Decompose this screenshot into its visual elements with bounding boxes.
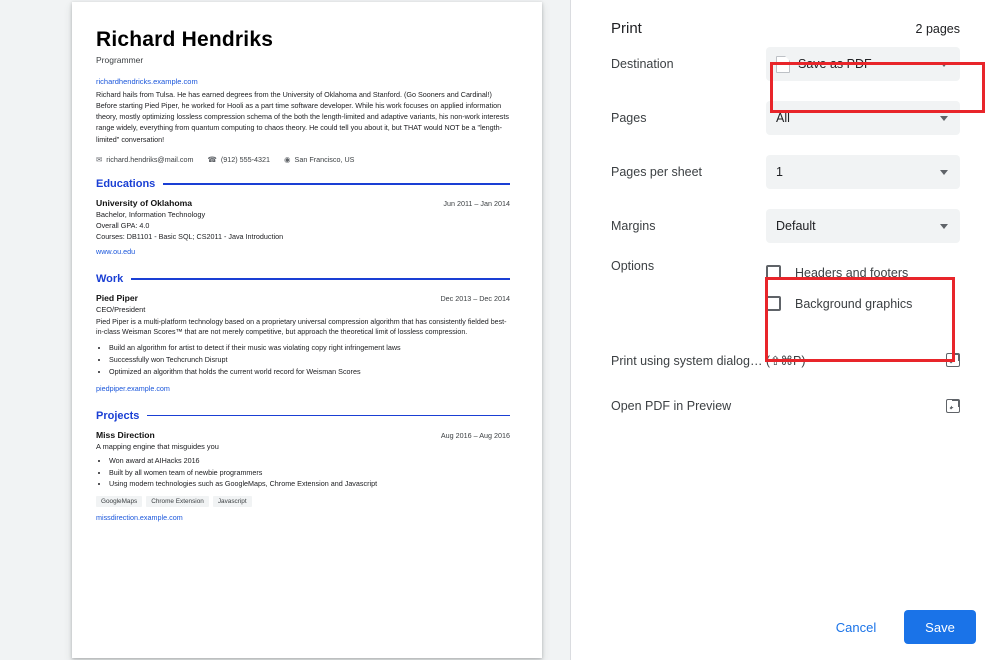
- pages-per-sheet-value: 1: [776, 165, 783, 179]
- section-header-projects: [96, 410, 510, 422]
- save-button[interactable]: Save: [904, 610, 976, 644]
- pages-per-sheet-select[interactable]: [766, 155, 960, 189]
- tag: GoogleMaps: [96, 496, 142, 507]
- entry-bullets: [96, 342, 510, 378]
- external-link-icon: [946, 353, 960, 367]
- checkbox-icon[interactable]: [766, 265, 781, 280]
- destination-value: Save as PDF: [798, 57, 872, 71]
- destination-label: Destination: [611, 57, 674, 71]
- option-headers-and-footers[interactable]: [766, 265, 912, 280]
- tag: Chrome Extension: [146, 496, 209, 507]
- section-title-projects: Projects: [96, 409, 140, 422]
- work-entry: [96, 293, 510, 396]
- entry-header: [96, 293, 510, 303]
- section-header-work: [96, 273, 510, 285]
- location-icon: ◉: [283, 154, 291, 164]
- row-margins: [595, 199, 976, 253]
- entry-header: [96, 198, 510, 208]
- contact-email: [96, 155, 193, 164]
- preview-page: [72, 2, 542, 658]
- entry-gpa: Overall GPA: 4.0: [96, 220, 150, 230]
- tag: Javascript: [213, 496, 252, 507]
- contact-phone-text: (912) 555-4321: [220, 154, 270, 164]
- row-pages-per-sheet: [595, 145, 976, 199]
- link-label: Open PDF in Preview: [611, 399, 732, 413]
- pdf-file-icon: [776, 56, 790, 73]
- options-label: Options: [611, 259, 655, 273]
- pages-value: All: [776, 111, 790, 125]
- resume-contacts: [96, 155, 510, 164]
- contact-location-text: San Francisco, US: [294, 154, 355, 164]
- entry-courses: Courses: DB1101 - Basic SQL; CS2011 - Java Introduction: [96, 231, 284, 241]
- margins-select[interactable]: [766, 209, 960, 243]
- options-list: [766, 259, 912, 311]
- entry-date: Jun 2011 – Jan 2014: [443, 198, 510, 208]
- entry-subtitle: Bachelor, Information Technology: [96, 209, 206, 219]
- checkbox-icon[interactable]: [766, 296, 781, 311]
- entry-bullets: [96, 455, 510, 491]
- print-using-system-dialog-link[interactable]: [595, 337, 976, 383]
- pages-select[interactable]: [766, 101, 960, 135]
- destination-select[interactable]: [766, 47, 960, 81]
- row-pages: [595, 91, 976, 145]
- row-options: [595, 259, 976, 311]
- entry-subtitle: A mapping engine that misguides you: [96, 441, 219, 451]
- education-entry: [96, 198, 510, 259]
- list-item: • Using modern technologies such as GoogleMaps, Chrome Extension and Javascript: [109, 478, 510, 490]
- mail-icon: ✉: [96, 154, 103, 164]
- list-item: • Won award at AIHacks 2016: [109, 455, 510, 467]
- resume-document: [72, 2, 542, 539]
- project-entry: [96, 430, 510, 526]
- entry-title: Miss Direction: [96, 429, 155, 440]
- margins-label: Margins: [611, 219, 656, 233]
- entry-link[interactable]: missdirection.example.com: [96, 513, 183, 523]
- entry-link[interactable]: www.ou.edu: [96, 246, 136, 256]
- link-label: Print using system dialog… (⇧⌘P): [611, 353, 806, 368]
- entry-link[interactable]: piedpiper.example.com: [96, 383, 170, 393]
- page-count-label: 2 pages: [915, 21, 960, 36]
- section-title-work: Work: [96, 272, 124, 285]
- entry-description: Pied Piper is a multi-platform technology based on a proprietary universal compression algorithm that has consistently fielded best-in-class Weisman Scores™ that are not merely competitive, but approach the theoretical limit of lossless compression.: [96, 317, 507, 337]
- contact-email-text: richard.hendriks@mail.com: [106, 154, 194, 164]
- option-label: Headers and footers: [795, 265, 909, 280]
- cancel-button[interactable]: Cancel: [820, 610, 892, 644]
- option-label: Background graphics: [795, 296, 913, 311]
- dialog-footer: [820, 610, 976, 644]
- section-rule: [131, 278, 510, 280]
- list-item: • Build an algorithm for artist to detect if their music was violating copy right infringement laws: [109, 342, 510, 354]
- resume-summary: Richard hails from Tulsa. He has earned degrees from the University of Oklahoma and Stanford. (Go Sooners and Cardinal!) Before starting Pied Piper, he worked for Hooli as a part time software developer. While his work focuses on applied information theory, mostly optimizing lossless compression schema of the both the length-limited and adaptive variants, his non-work interests range widely, everything from quantum computing to chaos theory. He could tell you about it, but THAT would NOT be a "length-limited" conversation!: [96, 90, 509, 144]
- list-item: • Built by all women team of newbie programmers: [109, 467, 510, 479]
- chevron-down-icon: [940, 224, 948, 229]
- entry-header: [96, 430, 510, 440]
- chevron-down-icon: [940, 62, 948, 67]
- resume-website-link[interactable]: richardhendricks.example.com: [96, 77, 198, 86]
- contact-phone: [207, 155, 270, 164]
- entry-title: University of Oklahoma: [96, 197, 192, 208]
- section-header-educations: [96, 178, 510, 190]
- print-header: [595, 0, 976, 37]
- margins-value: Default: [776, 219, 816, 233]
- entry-date: Aug 2016 – Aug 2016: [440, 430, 510, 440]
- external-link-icon: [946, 399, 960, 413]
- phone-icon: ☎: [207, 154, 217, 164]
- chevron-down-icon: [940, 116, 948, 121]
- row-destination: [595, 37, 976, 91]
- section-title-educations: Educations: [96, 177, 156, 190]
- pages-label: Pages: [611, 111, 647, 125]
- section-rule: [163, 183, 510, 185]
- open-pdf-in-preview-link[interactable]: [595, 383, 976, 429]
- entry-title: Pied Piper: [96, 292, 139, 303]
- pages-per-sheet-label: Pages per sheet: [611, 165, 703, 179]
- print-settings-pane: [571, 0, 1000, 660]
- chevron-down-icon: [940, 170, 948, 175]
- list-item: • Optimized an algorithm that holds the current world record for Weisman Scores: [109, 366, 510, 378]
- resume-name: Richard Hendriks: [96, 28, 274, 51]
- resume-role: Programmer: [96, 55, 144, 65]
- contact-location: [284, 155, 354, 164]
- entry-tags: [96, 496, 510, 507]
- option-background-graphics[interactable]: [766, 296, 912, 311]
- section-rule: [147, 415, 510, 417]
- entry-date: Dec 2013 – Dec 2014: [440, 293, 510, 303]
- page-title: Print: [611, 20, 642, 37]
- entry-subtitle: CEO/President: [96, 304, 146, 314]
- list-item: • Successfully won Techcrunch Disrupt: [109, 354, 510, 366]
- destination-value-wrap: [776, 56, 940, 73]
